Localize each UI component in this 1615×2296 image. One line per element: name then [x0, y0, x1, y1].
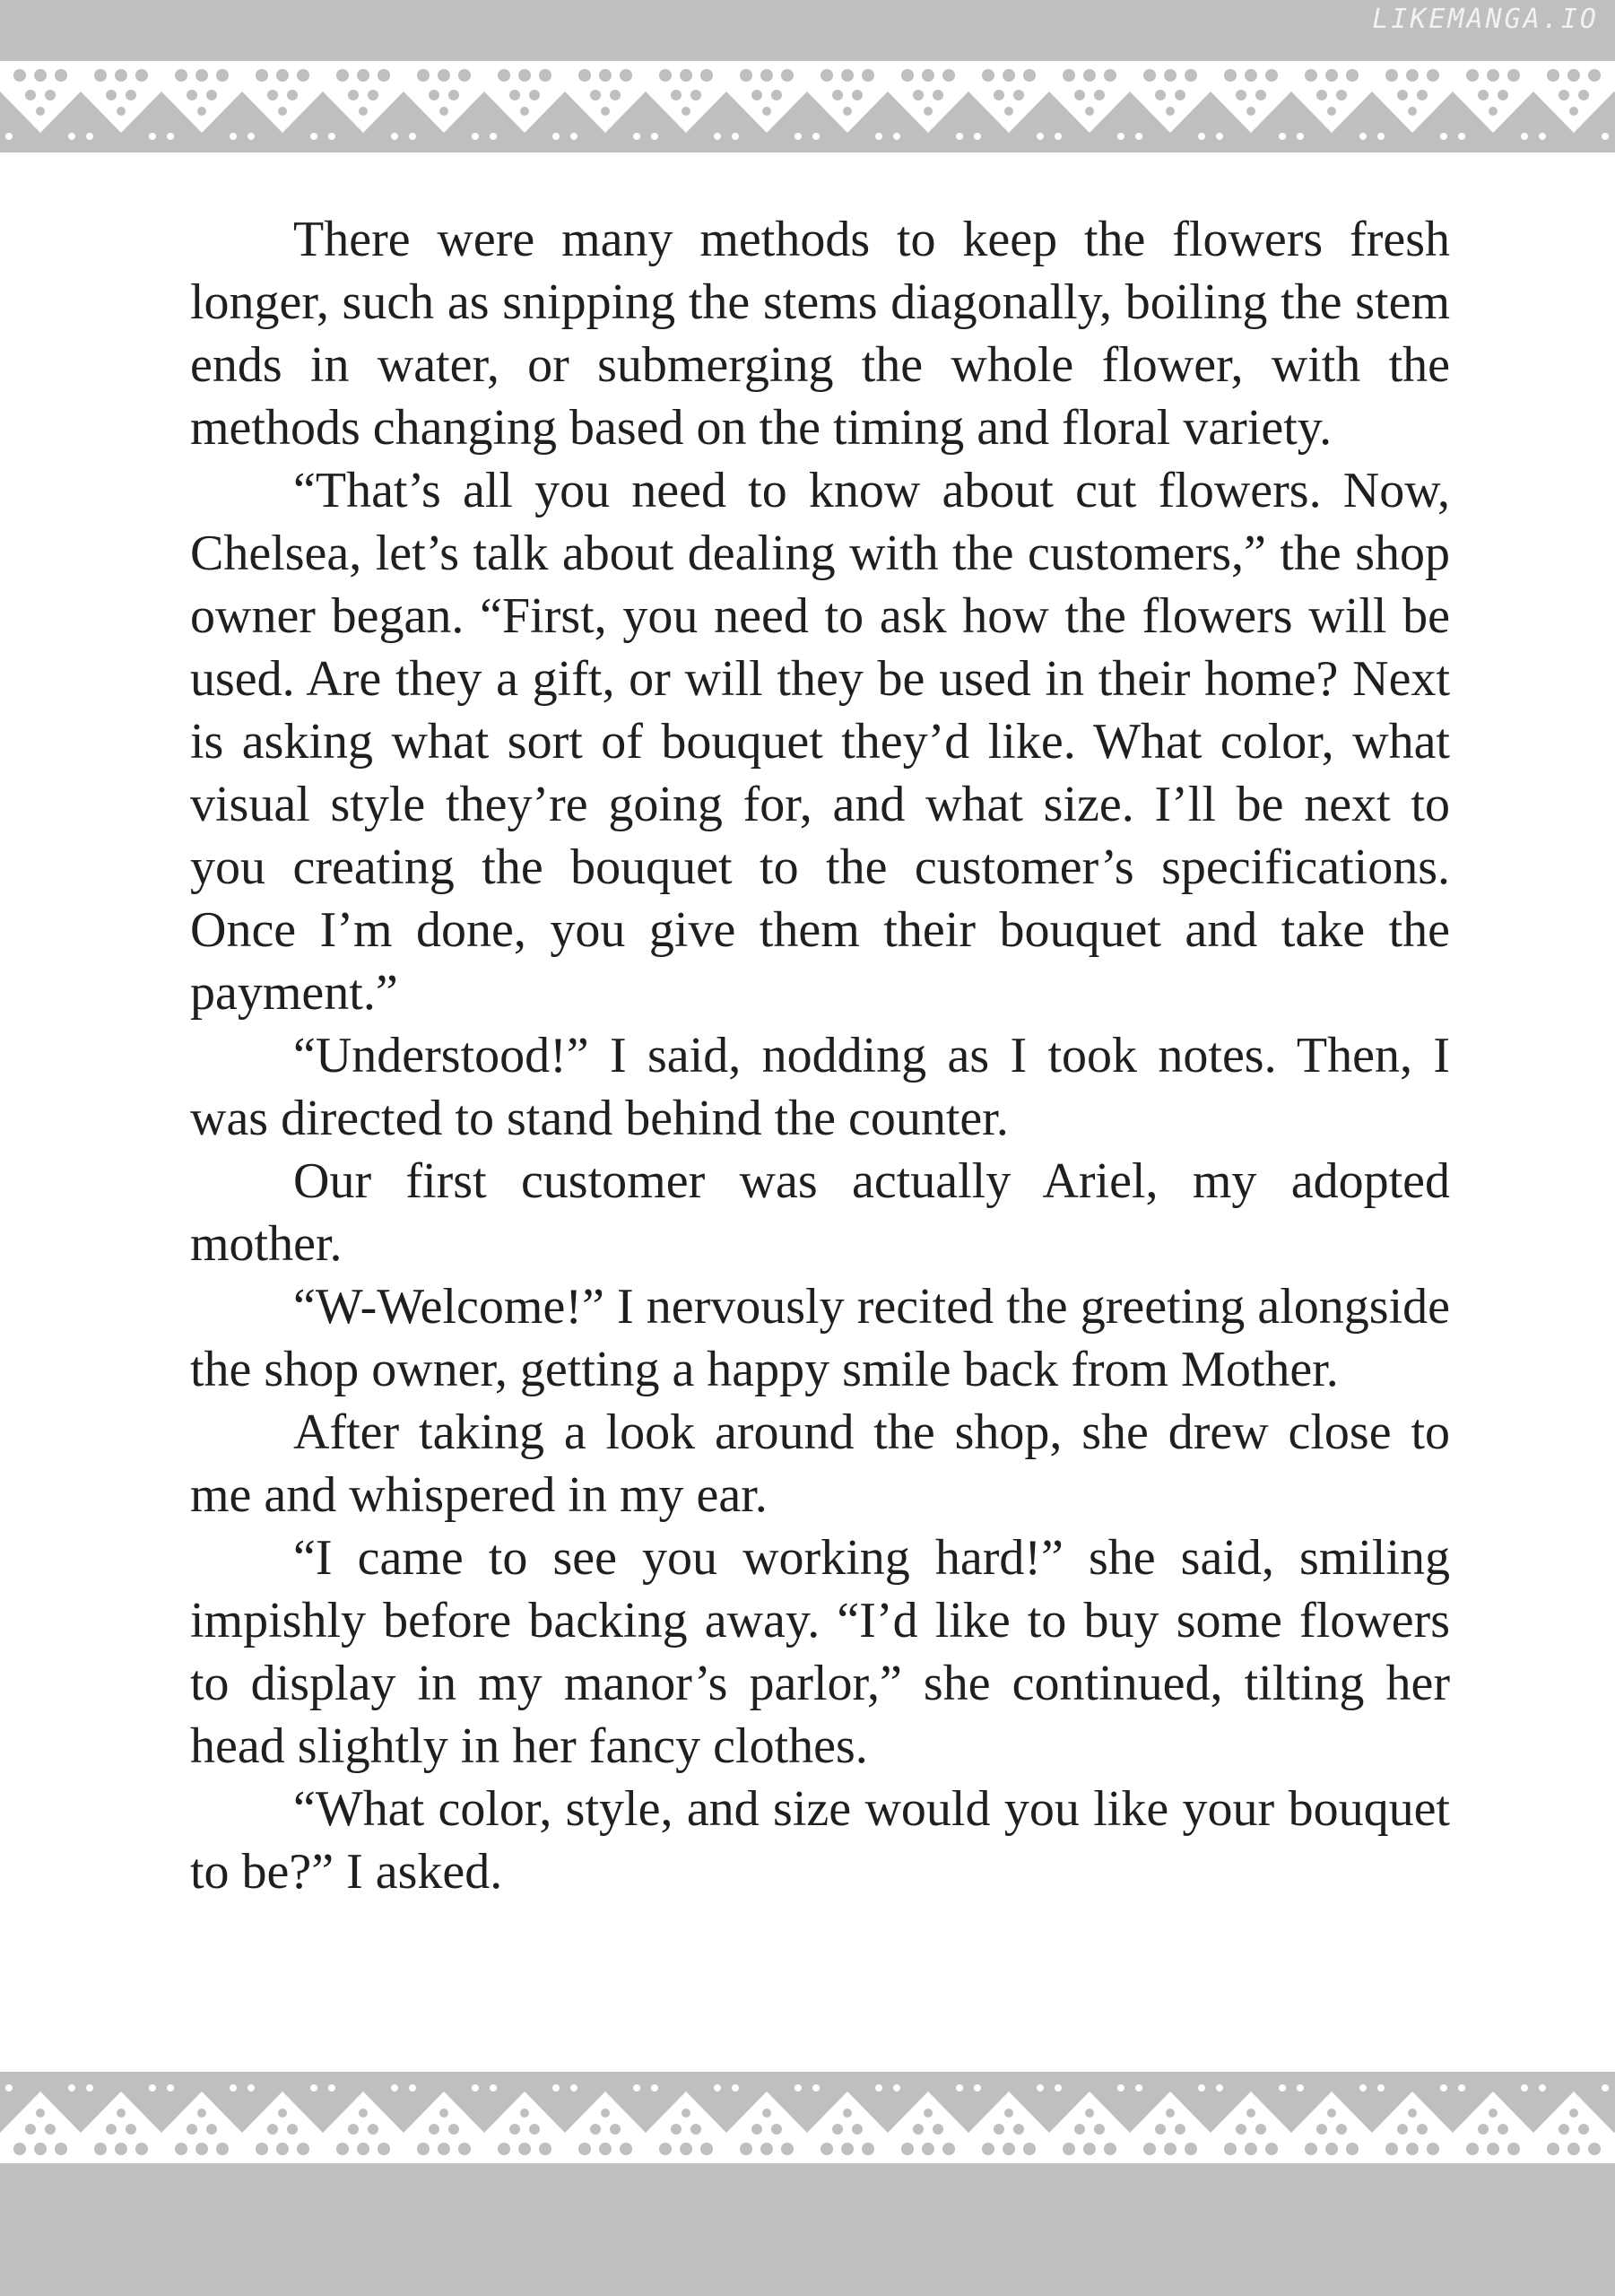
paragraph: “I came to see you working hard!” she said, smiling impishly before backing away. “I’d like to buy some flowers to display in my manor’s parlor,” she continued, tilting her head slightly in her fancy clothes.	[190, 1530, 1450, 1774]
bottom-lace-decoration	[0, 2072, 1615, 2170]
paragraph: Our first customer was actually Ariel, my adopted mother.	[190, 1153, 1450, 1272]
top-lace-decoration	[0, 54, 1615, 152]
paragraph: “What color, style, and size would you like your bouquet to be?” I asked.	[190, 1781, 1450, 1900]
story-text	[190, 208, 1450, 1903]
bottom-border-band	[0, 2170, 1615, 2296]
site-watermark: LIKEMANGA.IO	[1372, 4, 1599, 35]
paragraph: After taking a look around the shop, she drew close to me and whispered in my ear.	[190, 1405, 1450, 1523]
paragraph: There were many methods to keep the flowers fresh longer, such as snipping the stems diagonally, boiling the stem ends in water, or submerging the whole flower, with the methods changing based on the timing and floral variety.	[190, 212, 1450, 456]
paragraph: “W-Welcome!” I nervously recited the greeting alongside the shop owner, getting a happy smile back from Mother.	[190, 1279, 1450, 1397]
paragraph: “Understood!” I said, nodding as I took notes. Then, I was directed to stand behind the counter.	[190, 1028, 1450, 1146]
paragraph: “That’s all you need to know about cut flowers. Now, Chelsea, let’s talk about dealing with the customers,” the shop owner began. “First, you need to ask how the flowers will be used. Are they a gift, or will they be used in their home? Next is asking what sort of bouquet they’d like. What color, what visual style they’re going for, and what size. I’ll be next to you creating the bouquet to the customer’s specifications. Once I’m done, you give them their bouquet and take the payment.”	[190, 463, 1450, 1021]
